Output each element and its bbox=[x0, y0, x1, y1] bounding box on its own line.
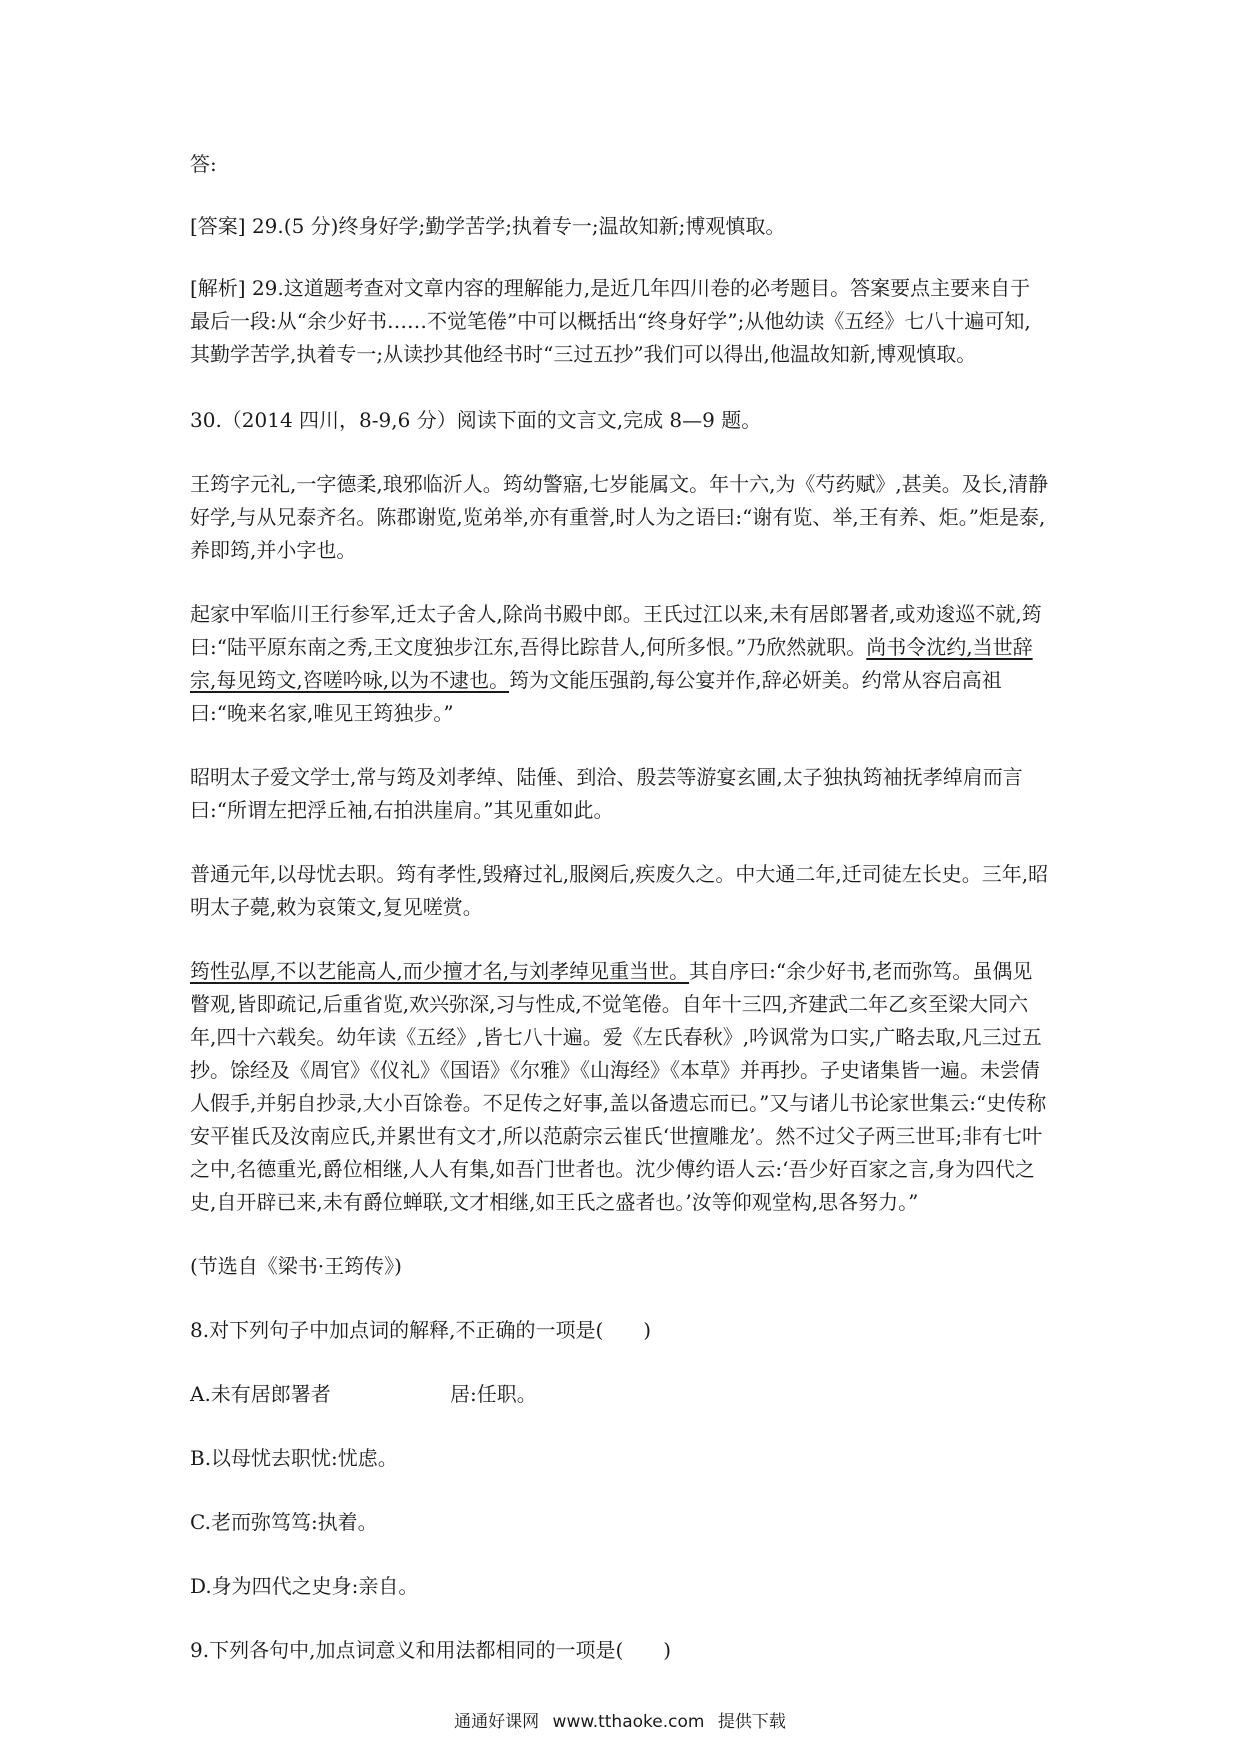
passage-paragraph-3: 昭明太子爱文学士,常与筠及刘孝绰、陆倕、到洽、殷芸等游宴玄圃,太子独执筠袖抚孝绰肩而言曰:“所谓左把浮丘袖,右拍洪崖肩。”其见重如此。 bbox=[190, 765, 1023, 822]
footer-note: 提供下载 bbox=[717, 1712, 786, 1732]
passage-p2-underlined: 尚书令沈约,当世辞宗,每见筠文,咨嗟吟咏,以为不逮也。 bbox=[190, 635, 1033, 692]
option-a-term: A.未有居郎署者 bbox=[190, 1382, 331, 1406]
passage-source: (节选自《梁书·王筠传》) bbox=[190, 1254, 402, 1278]
passage-p2-text-a: 起家中军临川王行参军,迁太子舍人,除尚书殿中郎。王氏过江以来,未有居郎署者,或劝逡巡不就,筠曰:“陆平原东南之秀,王文度独步江东,吾得比踪昔人,何所多恨。”乃欣然就职。 bbox=[190, 602, 1042, 659]
passage-p5-text: 其自序曰:“余少好书,老而弥笃。虽偶见瞥观,皆即疏记,后重省览,欢兴弥深,习与性成,不觉笔倦。自年十三四,齐建武二年乙亥至梁大同六年,四十六载矣。幼年读《五经》,皆七八十遍。爱《左氏春秋》,吟讽常为口实,广略去取,凡三过五抄。馀经及《周官》《仪礼》《国语》《尔雅》《山海经》《本草》并再抄。子史诸集皆一遍。未尝倩人假手,并躬自抄录,大小百馀卷。不足传之好事,盖以备遗忘而已。”又与诸儿书论家世集云:“史传称安平崔氏及汝南应氏,并累世有文才,所以范蔚宗云崔氏‘世擅雕龙’。然不过父子两三世耳;非有七叶之中,名德重光,爵位相继,人人有集,如吾门世者也。沈少傅约语人云:‘吾少好百家之言,身为四代之史,自开辟已来,未有爵位蝉联,文才相继,如王氏之盛者也。’汝等仰观堂构,思各努力。” bbox=[190, 959, 1047, 1214]
passage-paragraph-5 bbox=[190, 955, 1050, 1219]
page-footer bbox=[0, 1710, 1240, 1734]
passage-paragraph-4: 普通元年,以母忧去职。筠有孝性,毁瘠过礼,服阕后,疾废久之。中大通二年,迁司徒左长史。三年,昭明太子薨,敕为哀策文,复见嗟赏。 bbox=[190, 862, 1049, 919]
answer-key: [答案] 29.(5 分)终身好学;勤学苦学;执着专一;温故知新;博观慎取。 bbox=[190, 214, 786, 238]
question-9: 9.下列各句中,加点词意义和用法都相同的一项是( ) bbox=[190, 1638, 672, 1662]
passage-paragraph-2 bbox=[190, 598, 1050, 730]
document-page bbox=[190, 148, 1050, 1667]
question-30-intro: 30.（2014 四川，8-9,6 分）阅读下面的文言文,完成 8—9 题。 bbox=[190, 408, 762, 432]
footer-site-name: 通通好课网 bbox=[454, 1712, 540, 1732]
question-8-option-d: D.身为四代之史身:亲自。 bbox=[190, 1574, 419, 1598]
answer-label: 答: bbox=[190, 152, 217, 176]
analysis-paragraph: [解析] 29.这道题考查对文章内容的理解能力,是近几年四川卷的必考题目。答案要点主要来自于最后一段:从“余少好书……不觉笔倦”中可以概括出“终身好学”;从他幼读《五经》七八十遍可知,其勤学苦学,执着专一;从读抄其他经书时“三过五抄”我们可以得出,他温故知新,博观慎取。 bbox=[190, 276, 1031, 366]
passage-p5-underlined: 筠性弘厚,不以艺能高人,而少擅才名,与刘孝绰见重当世。 bbox=[190, 959, 690, 983]
question-8: 8.对下列句子中加点词的解释,不正确的一项是( ) bbox=[190, 1318, 652, 1342]
question-8-option-a bbox=[190, 1378, 1050, 1411]
question-8-option-b: B.以母忧去职忧:忧虑。 bbox=[190, 1446, 398, 1470]
footer-site-url[interactable]: www.tthaoke.com bbox=[552, 1712, 705, 1732]
option-a-definition: 居:任职。 bbox=[450, 1382, 537, 1406]
question-8-option-c: C.老而弥笃笃:执着。 bbox=[190, 1510, 378, 1534]
passage-paragraph-1: 王筠字元礼,一字德柔,琅邪临沂人。筠幼警寤,七岁能属文。年十六,为《芍药赋》,甚美。及长,清静好学,与从兄泰齐名。陈郡谢览,览弟举,亦有重誉,时人为之语曰:“谢有览、举,王有养、炬。”炬是泰,养即筠,并小字也。 bbox=[190, 472, 1049, 562]
passage-p2-text-b: 筠为文能压强韵,每公宴并作,辞必妍美。约常从容启高祖曰:“晚来名家,唯见王筠独步。” bbox=[190, 668, 1002, 725]
